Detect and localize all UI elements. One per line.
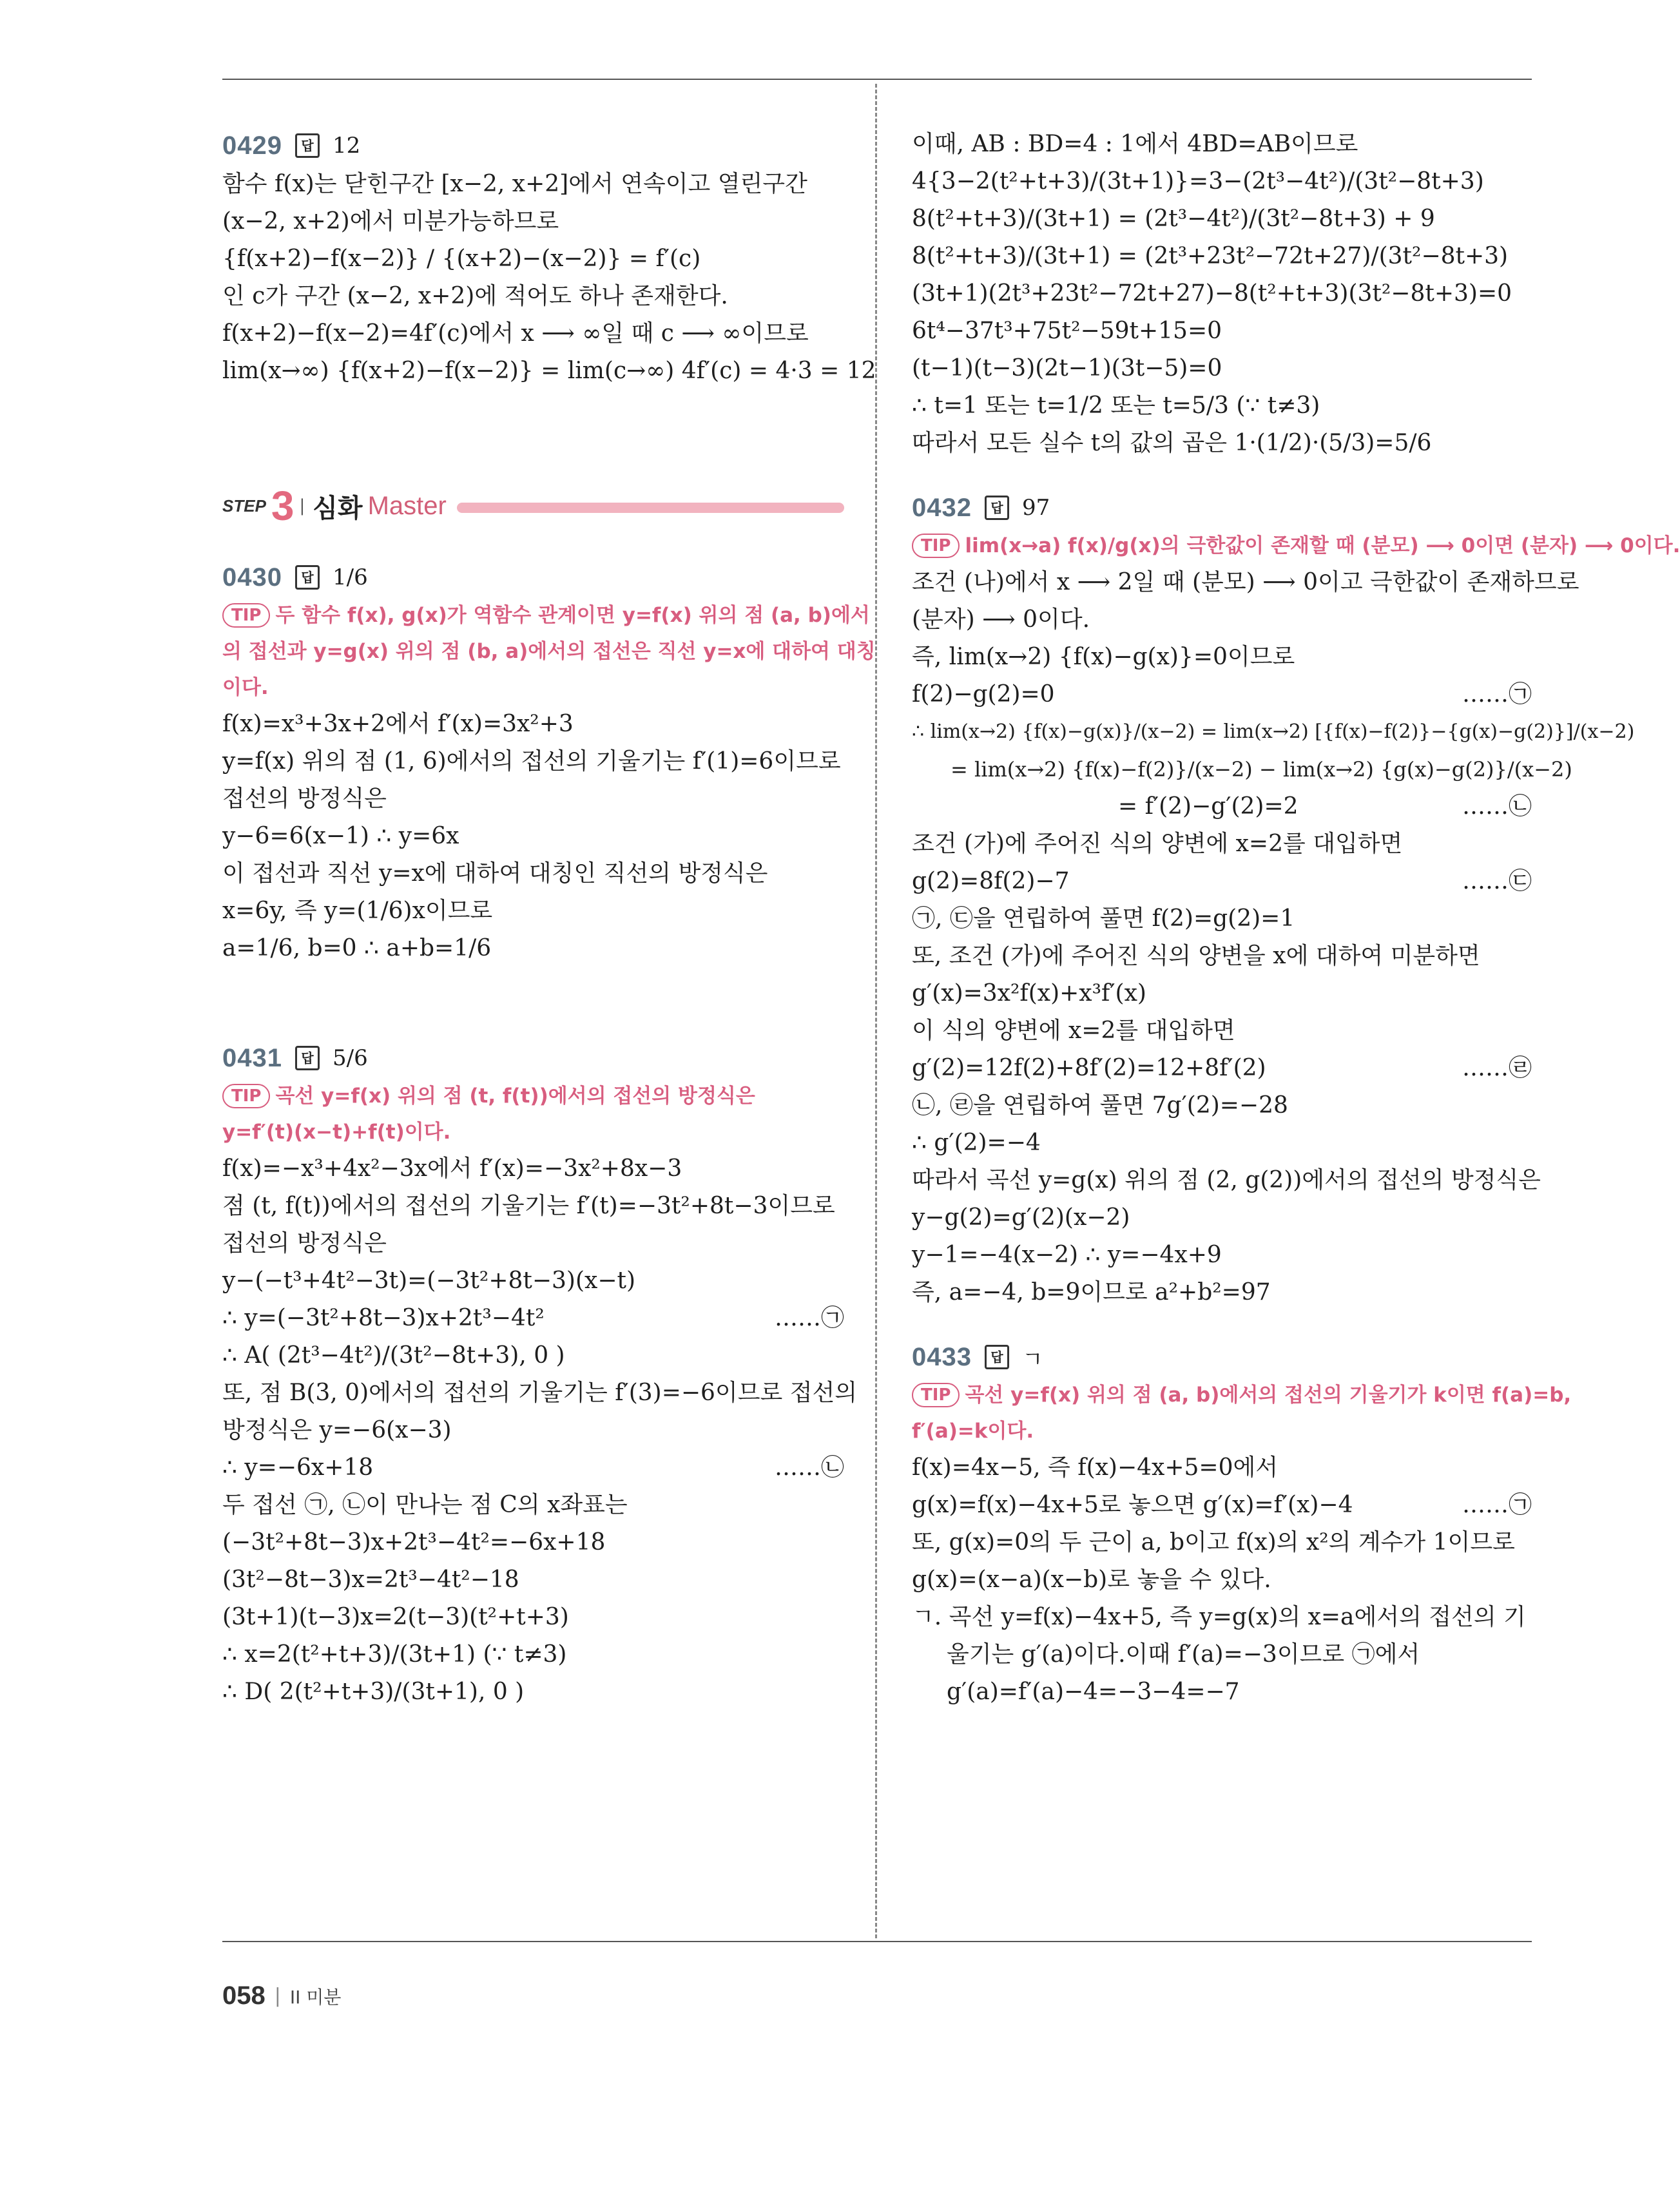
tip-text: 곡선 y=f(x) 위의 점 (a, b)에서의 접선의 기울기가 k이면 f(a)=b, bbox=[965, 1383, 1572, 1407]
solution-line: 조건 (나)에서 x ⟶ 2일 때 (분모) ⟶ 0이고 극한값이 존재하므로 bbox=[912, 569, 1579, 595]
solution-line: y−(−t³+4t²−3t)=(−3t²+8t−3)(x−t) bbox=[222, 1267, 636, 1294]
answer-value: 97 bbox=[1021, 495, 1050, 521]
solution-line: 8(t²+t+3)/(3t+1) = (2t³+23t²−72t+27)/(3t²−8t+3) bbox=[912, 243, 1509, 269]
top-rule bbox=[222, 79, 1532, 80]
chapter-title: II 미분 bbox=[289, 1986, 342, 2008]
solution-line: 따라서 모든 실수 t의 값의 곱은 1·(1/2)·(5/3)=5/6 bbox=[912, 430, 1432, 456]
tip-line bbox=[222, 597, 870, 633]
solution-line: lim(x→∞) {f(x+2)−f(x−2)} = lim(c→∞) 4f′(c) = 4·3 = 12 bbox=[222, 358, 876, 384]
equation-tag: ……㉠ bbox=[774, 1305, 844, 1331]
answer-icon: 답 bbox=[295, 133, 320, 158]
tip-text: f′(a)=k이다. bbox=[912, 1420, 1034, 1443]
tip-text: 곡선 y=f(x) 위의 점 (t, f(t))에서의 접선의 방정식은 bbox=[275, 1084, 755, 1108]
solution-line: 이 식의 양변에 x=2를 대입하면 bbox=[912, 1017, 1235, 1044]
tip-text: 이다. bbox=[222, 676, 269, 699]
solution-line: 이때, AB : BD=4 : 1에서 4BD=AB이므로 bbox=[912, 131, 1358, 157]
answer-value: ㄱ bbox=[1021, 1346, 1043, 1373]
solution-line: f(x)=−x³+4x²−3x에서 f′(x)=−3x²+8x−3 bbox=[222, 1155, 682, 1182]
solution-line: 4{3−2(t²+t+3)/(3t+1)}=3−(2t³−4t²)/(3t²−8t+3) bbox=[912, 168, 1484, 195]
solution-line-tagged bbox=[912, 1050, 1532, 1087]
problem-number: 0431 bbox=[222, 1043, 282, 1072]
solution-line-tagged bbox=[912, 788, 1532, 825]
problem-0433-header bbox=[912, 1337, 1532, 1377]
solution-line: = lim(x→2) {f(x)−f(2)}/(x−2) − lim(x→2) {g(x)−g(2)}/(x−2) bbox=[951, 757, 1572, 782]
solution-line: 인 c가 구간 (x−2, x+2)에 적어도 하나 존재한다. bbox=[222, 283, 728, 309]
solution-line: f(x)=x³+3x+2에서 f′(x)=3x²+3 bbox=[222, 711, 574, 737]
answer-value: 1/6 bbox=[332, 564, 368, 590]
problem-number: 0429 bbox=[222, 131, 282, 160]
equation-tag: ……㉣ bbox=[1462, 1055, 1532, 1081]
solution-line: 즉, a=−4, b=9이므로 a²+b²=97 bbox=[912, 1279, 1271, 1306]
equation: = f′(2)−g′(2)=2 bbox=[1118, 793, 1299, 820]
step-separator: | bbox=[299, 496, 305, 516]
equation-tag: ……㉠ bbox=[1462, 681, 1532, 708]
solution-line: 따라서 곡선 y=g(x) 위의 점 (2, g(2))에서의 접선의 방정식은 bbox=[912, 1167, 1541, 1193]
solution-line: 방정식은 y=−6(x−3) bbox=[222, 1417, 452, 1443]
step-subtitle: Master bbox=[367, 491, 447, 520]
solution-line-tagged bbox=[222, 1300, 844, 1337]
problem-0429-header bbox=[222, 126, 844, 166]
solution-line: (−3t²+8t−3)x+2t³−4t²=−6x+18 bbox=[222, 1529, 606, 1556]
solution-line: y=f(x) 위의 점 (1, 6)에서의 접선의 기울기는 f′(1)=6이므로 bbox=[222, 748, 841, 775]
tip-line bbox=[222, 1078, 844, 1114]
solution-line: 즉, lim(x→2) {f(x)−g(x)}=0이므로 bbox=[912, 644, 1295, 670]
solution-line: 조건 (가)에 주어진 식의 양변에 x=2를 대입하면 bbox=[912, 831, 1403, 857]
solution-line: 접선의 방정식은 bbox=[222, 785, 387, 812]
page-number: 058 bbox=[222, 1981, 266, 2010]
solution-line: 접선의 방정식은 bbox=[222, 1230, 387, 1257]
equation: f(2)−g(2)=0 bbox=[912, 681, 1055, 708]
solution-line-tagged bbox=[912, 1487, 1532, 1524]
solution-line: ㉠, ㉢을 연립하여 풀면 f(2)=g(2)=1 bbox=[912, 905, 1295, 932]
solution-line: 이 접선과 직선 y=x에 대하여 대칭인 직선의 방정식은 bbox=[222, 860, 768, 887]
tip-badge: TIP bbox=[912, 1383, 960, 1407]
solution-line: g′(a)=f′(a)−4=−3−4=−7 bbox=[947, 1679, 1240, 1705]
tip-badge: TIP bbox=[912, 534, 960, 558]
equation-tag: ……㉡ bbox=[774, 1454, 844, 1481]
footer-separator: | bbox=[274, 1985, 281, 2007]
tip-badge: TIP bbox=[222, 1084, 270, 1108]
solution-line: (분자) ⟶ 0이다. bbox=[912, 606, 1090, 633]
problem-0432-header bbox=[912, 488, 1532, 528]
equation: ∴ y=(−3t²+8t−3)x+2t³−4t² bbox=[222, 1305, 545, 1331]
equation-tag: ……㉢ bbox=[1462, 868, 1532, 894]
equation: g′(2)=12f(2)+8f′(2)=12+8f′(2) bbox=[912, 1055, 1266, 1081]
step-decor-bar bbox=[457, 503, 844, 513]
step-label: STEP bbox=[222, 496, 266, 516]
step-title: 심화 bbox=[313, 493, 363, 523]
right-column bbox=[912, 126, 1680, 1711]
answer-icon: 답 bbox=[985, 1345, 1009, 1369]
solution-line: a=1/6, b=0 ∴ a+b=1/6 bbox=[222, 935, 492, 961]
solution-line: f(x)=4x−5, 즉 f(x)−4x+5=0에서 bbox=[912, 1454, 1279, 1481]
solution-line-tagged bbox=[912, 863, 1532, 900]
solution-line: 또, 조건 (가)에 주어진 식의 양변을 x에 대하여 미분하면 bbox=[912, 943, 1480, 969]
answer-icon: 답 bbox=[985, 496, 1009, 520]
solution-line: ㄱ. 곡선 y=f(x)−4x+5, 즉 y=g(x)의 x=a에서의 접선의 기 bbox=[912, 1604, 1526, 1630]
solution-line: y−1=−4(x−2) ∴ y=−4x+9 bbox=[912, 1242, 1222, 1268]
problem-0431-header bbox=[222, 1038, 844, 1078]
solution-line: {f(x+2)−f(x−2)} / {(x+2)−(x−2)} = f′(c) bbox=[222, 246, 701, 272]
tip-line bbox=[912, 1377, 1572, 1413]
problem-number: 0432 bbox=[912, 493, 972, 522]
solution-line: 함수 f(x)는 닫힌구간 [x−2, x+2]에서 연속이고 열린구간 bbox=[222, 171, 807, 197]
solution-line: 6t⁴−37t³+75t²−59t+15=0 bbox=[912, 318, 1222, 344]
tip-text: y=f′(t)(x−t)+f(t)이다. bbox=[222, 1121, 451, 1144]
problem-number: 0430 bbox=[222, 563, 282, 592]
solution-line: g(x)=(x−a)(x−b)로 놓을 수 있다. bbox=[912, 1566, 1271, 1593]
solution-line: 점 (t, f(t))에서의 접선의 기울기는 f′(t)=−3t²+8t−3이므로 bbox=[222, 1193, 835, 1219]
solution-line: y−6=6(x−1) ∴ y=6x bbox=[222, 823, 459, 849]
solution-line: 두 접선 ㉠, ㉡이 만나는 점 C의 x좌표는 bbox=[222, 1492, 628, 1518]
tip-line bbox=[912, 528, 1680, 564]
solution-line: (3t²−8t−3)x=2t³−4t²−18 bbox=[222, 1566, 519, 1593]
left-column bbox=[222, 126, 876, 1711]
page-footer bbox=[222, 1981, 341, 2010]
solution-line: ∴ x=2(t²+t+3)/(3t+1) (∵ t≠3) bbox=[222, 1641, 567, 1668]
tip-text: 의 접선과 y=g(x) 위의 점 (b, a)에서의 접선은 직선 y=x에 대하여 대칭 bbox=[222, 640, 876, 663]
solution-line: g′(x)=3x²f(x)+x³f′(x) bbox=[912, 980, 1146, 1007]
equation: g(2)=8f(2)−7 bbox=[912, 868, 1070, 894]
step-number: 3 bbox=[271, 483, 294, 529]
equation-tag: ……㉡ bbox=[1462, 793, 1532, 820]
solution-line: ∴ t=1 또는 t=1/2 또는 t=5/3 (∵ t≠3) bbox=[912, 392, 1320, 419]
solution-line: (t−1)(t−3)(2t−1)(3t−5)=0 bbox=[912, 355, 1222, 381]
equation: g(x)=f(x)−4x+5로 놓으면 g′(x)=f′(x)−4 bbox=[912, 1492, 1353, 1518]
solution-line: ∴ D( 2(t²+t+3)/(3t+1), 0 ) bbox=[222, 1679, 525, 1705]
solution-line: ∴ lim(x→2) {f(x)−g(x)}/(x−2) = lim(x→2) [{f(x)−f(2)}−{g(x)−g(2)}]/(x−2) bbox=[912, 720, 1635, 743]
equation-tag: ……㉠ bbox=[1462, 1492, 1532, 1518]
solution-line: y−g(2)=g′(2)(x−2) bbox=[912, 1204, 1130, 1231]
solution-line: 또, 점 B(3, 0)에서의 접선의 기울기는 f′(3)=−6이므로 접선의 bbox=[222, 1380, 858, 1406]
solution-line: x=6y, 즉 y=(1/6)x이므로 bbox=[222, 898, 493, 924]
step-header bbox=[222, 480, 844, 532]
solution-line: (3t+1)(t−3)x=2(t−3)(t²+t+3) bbox=[222, 1604, 569, 1630]
problem-0430-header bbox=[222, 557, 844, 597]
solution-line: 울기는 g′(a)이다.이때 f′(a)=−3이므로 ㉠에서 bbox=[947, 1641, 1420, 1668]
solution-line: (x−2, x+2)에서 미분가능하므로 bbox=[222, 208, 559, 235]
answer-value: 5/6 bbox=[332, 1045, 368, 1071]
answer-value: 12 bbox=[332, 133, 361, 159]
solution-line: ㉡, ㉣을 연립하여 풀면 7g′(2)=−28 bbox=[912, 1092, 1288, 1119]
equation: ∴ y=−6x+18 bbox=[222, 1454, 374, 1481]
solution-line: ∴ g′(2)=−4 bbox=[912, 1130, 1041, 1156]
answer-icon: 답 bbox=[295, 565, 320, 590]
solution-line: f(x+2)−f(x−2)=4f′(c)에서 x ⟶ ∞일 때 c ⟶ ∞이므로 bbox=[222, 320, 809, 347]
bottom-rule bbox=[222, 1941, 1532, 1942]
tip-badge: TIP bbox=[222, 603, 270, 628]
tip-text: 두 함수 f(x), g(x)가 역함수 관계이면 y=f(x) 위의 점 (a, b)에서 bbox=[275, 604, 870, 627]
problem-number: 0433 bbox=[912, 1342, 972, 1371]
solution-line-tagged bbox=[222, 1449, 844, 1487]
solution-line: (3t+1)(2t³+23t²−72t+27)−8(t²+t+3)(3t²−8t+3)=0 bbox=[912, 280, 1512, 307]
solution-line: 8(t²+t+3)/(3t+1) = (2t³−4t²)/(3t²−8t+3) + 9 bbox=[912, 206, 1435, 232]
solution-line: ∴ A( (2t³−4t²)/(3t²−8t+3), 0 ) bbox=[222, 1342, 565, 1369]
solution-line: 또, g(x)=0의 두 근이 a, b이고 f(x)의 x²의 계수가 1이므로 bbox=[912, 1529, 1515, 1556]
solution-line-tagged bbox=[912, 676, 1532, 713]
answer-icon: 답 bbox=[295, 1046, 320, 1070]
tip-text: lim(x→a) f(x)/g(x)의 극한값이 존재할 때 (분모) ⟶ 0이면 (분자) ⟶ 0이다. bbox=[965, 534, 1680, 557]
